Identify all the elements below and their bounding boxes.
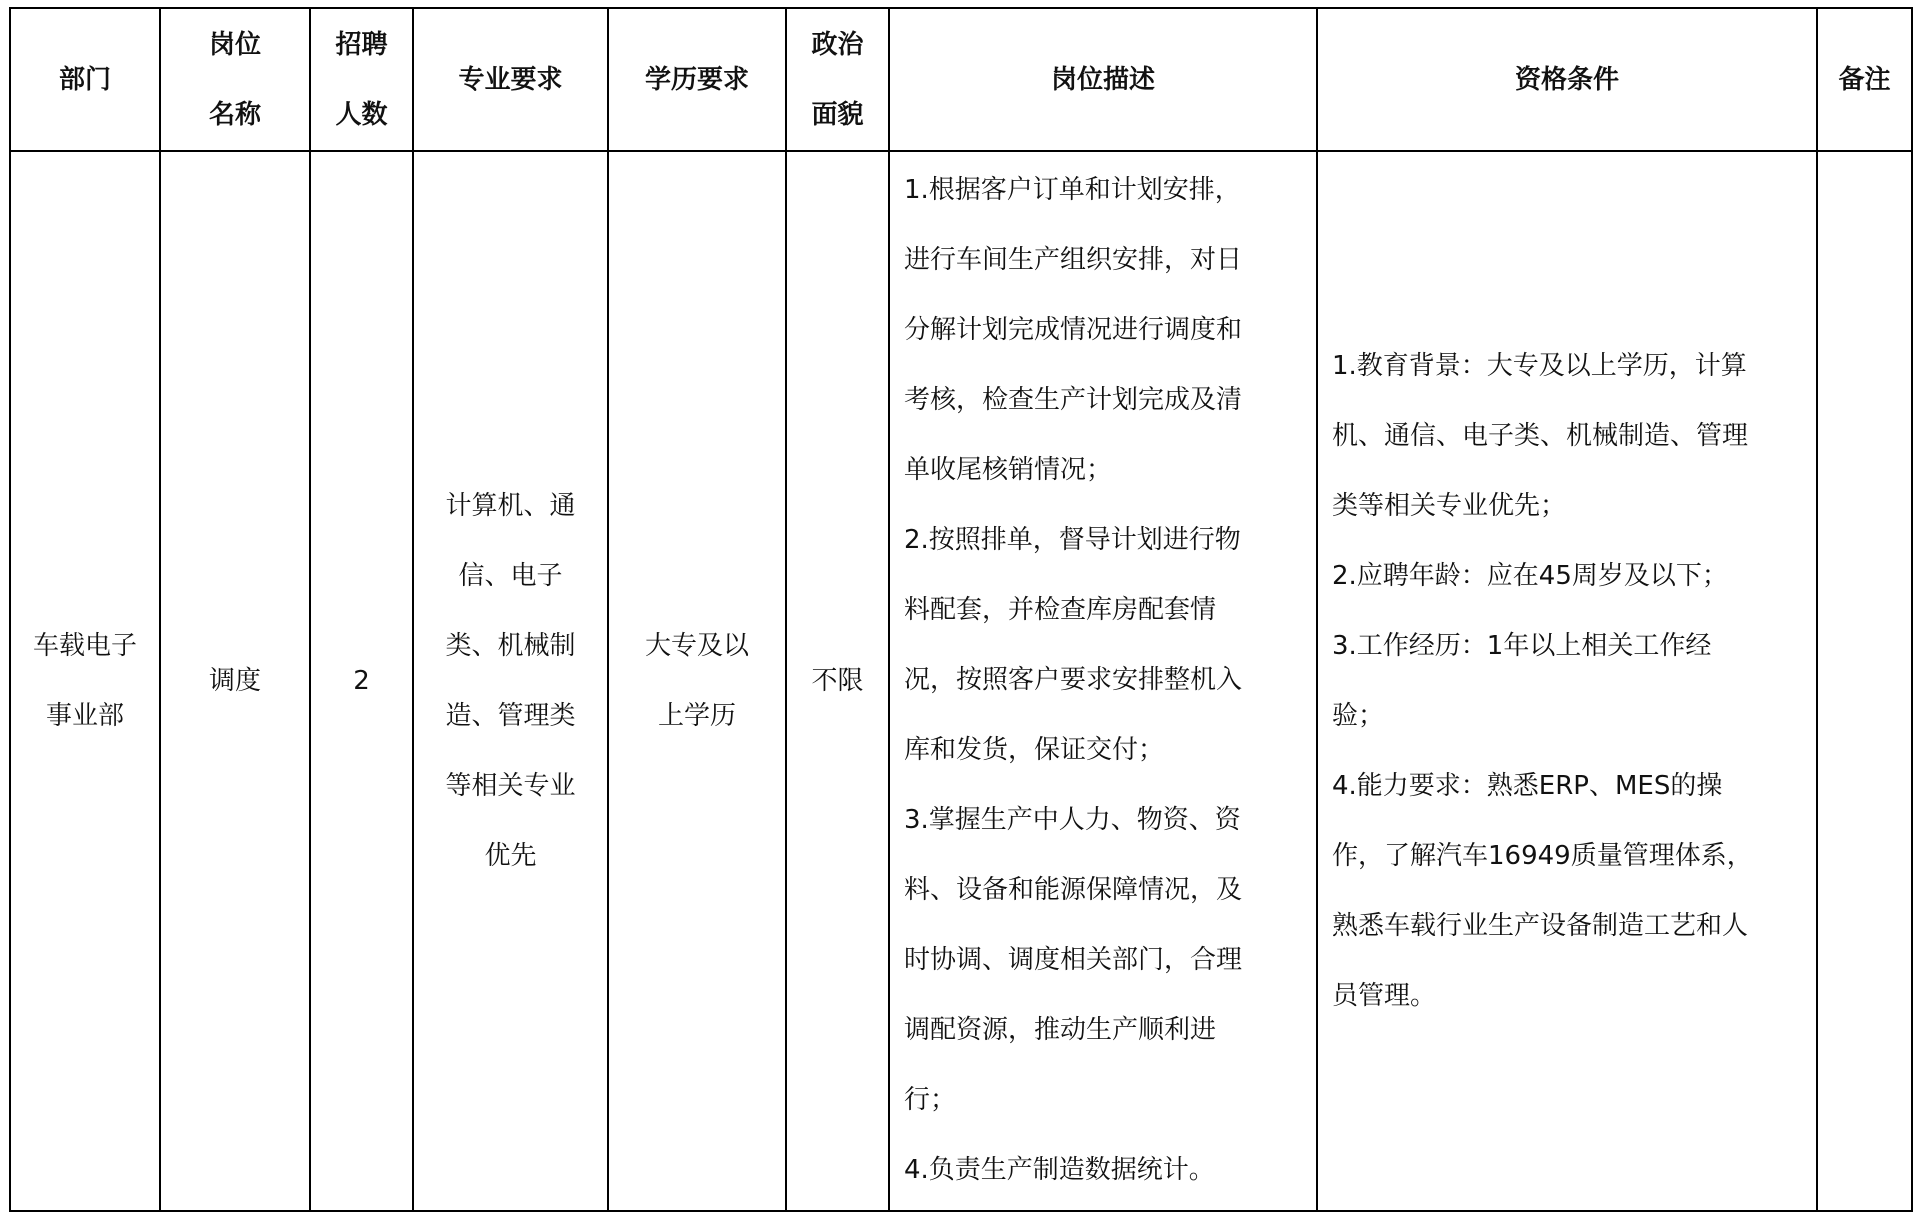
header-description <box>889 8 1317 151</box>
header-row <box>10 8 1912 151</box>
header-text: 面貌 <box>811 99 864 130</box>
header-text: 资格条件 <box>1514 64 1619 95</box>
cell-text-line: 类、机械制 <box>445 631 576 661</box>
cell-text: 车载电子 <box>32 631 137 661</box>
cell-text-line: 料配套，并检查库房配套情 <box>904 595 1217 625</box>
header-text: 备注 <box>1838 64 1891 95</box>
cell-political <box>786 151 889 1211</box>
cell-text-line: 料、设备和能源保障情况，及 <box>904 875 1243 905</box>
header-major <box>413 8 608 151</box>
header-text: 岗位描述 <box>1050 64 1155 95</box>
cell-text-line: 库和发货，保证交付； <box>904 735 1165 765</box>
cell-text-line: 1.根据客户订单和计划安排， <box>904 175 1241 205</box>
header-text: 学历要求 <box>644 64 749 95</box>
header-text: 专业要求 <box>458 64 563 95</box>
cell-text-line: 熟悉车载行业生产设备制造工艺和人 <box>1332 911 1749 941</box>
cell-text-line: 2.按照排单，督导计划进行物 <box>904 525 1241 555</box>
cell-dept <box>10 151 160 1211</box>
cell-text: 调度 <box>208 666 261 696</box>
header-text: 名称 <box>208 99 261 130</box>
cell-text-line: 3.工作经历：1年以上相关工作经 <box>1332 631 1712 661</box>
cell-text: 事业部 <box>45 701 124 731</box>
cell-position <box>160 151 310 1211</box>
header-text: 岗位 <box>208 29 261 60</box>
cell-text-line: 等相关专业 <box>445 771 576 801</box>
header-text: 人数 <box>335 99 388 130</box>
cell-text-line: 2.应聘年龄：应在45周岁及以下； <box>1332 561 1728 591</box>
cell-text-line: 调配资源，推动生产顺利进 <box>904 1015 1217 1045</box>
cell-text-line: 分解计划完成情况进行调度和 <box>904 315 1243 345</box>
cell-text-line: 作，了解汽车16949质量管理体系， <box>1332 841 1753 871</box>
cell-qualifications <box>1317 151 1817 1211</box>
cell-text-line: 3.掌握生产中人力、物资、资 <box>904 805 1241 835</box>
cell-text: 大专及以 <box>644 631 749 661</box>
cell-text-line: 信、电子 <box>458 561 563 591</box>
cell-text-line: 造、管理类 <box>445 701 576 731</box>
header-text: 政治 <box>811 29 864 60</box>
cell-text-line: 行； <box>904 1085 957 1115</box>
cell-text-line: 单收尾核销情况； <box>904 455 1113 485</box>
header-remarks <box>1817 8 1912 151</box>
header-education <box>608 8 786 151</box>
cell-text-line: 类等相关专业优先； <box>1332 491 1567 521</box>
cell-text-line: 进行车间生产组织安排，对日 <box>904 245 1243 275</box>
table-row <box>10 151 1912 1211</box>
cell-text-line: 员管理。 <box>1332 981 1437 1011</box>
cell-text-line: 1.教育背景：大专及以上学历，计算 <box>1332 351 1747 381</box>
header-dept <box>10 8 160 151</box>
cell-text: 2 <box>353 666 370 696</box>
cell-text: 上学历 <box>657 701 736 731</box>
cell-text-line: 4.能力要求：熟悉ERP、MES的操 <box>1332 771 1723 801</box>
cell-major <box>413 151 608 1211</box>
cell-text-line: 验； <box>1332 701 1385 731</box>
header-position <box>160 8 310 151</box>
cell-text: 不限 <box>811 666 864 696</box>
header-text: 部门 <box>58 64 111 95</box>
cell-text-line: 优先 <box>484 841 537 871</box>
cell-text-line: 考核，检查生产计划完成及清 <box>904 385 1243 415</box>
cell-text-line: 况，按照客户要求安排整机入 <box>904 665 1243 695</box>
cell-text-line: 时协调、调度相关部门，合理 <box>904 945 1243 975</box>
cell-description <box>889 151 1317 1211</box>
cell-remarks <box>1817 151 1912 1211</box>
header-qualifications <box>1317 8 1817 151</box>
cell-count <box>310 151 413 1211</box>
job-posting-table <box>9 7 1913 1212</box>
header-count <box>310 8 413 151</box>
cell-text-line: 机、通信、电子类、机械制造、管理 <box>1332 421 1749 451</box>
cell-text-line: 4.负责生产制造数据统计。 <box>904 1155 1215 1185</box>
header-political <box>786 8 889 151</box>
header-text: 招聘 <box>335 29 388 60</box>
cell-text-line: 计算机、通 <box>445 491 576 521</box>
cell-education <box>608 151 786 1211</box>
